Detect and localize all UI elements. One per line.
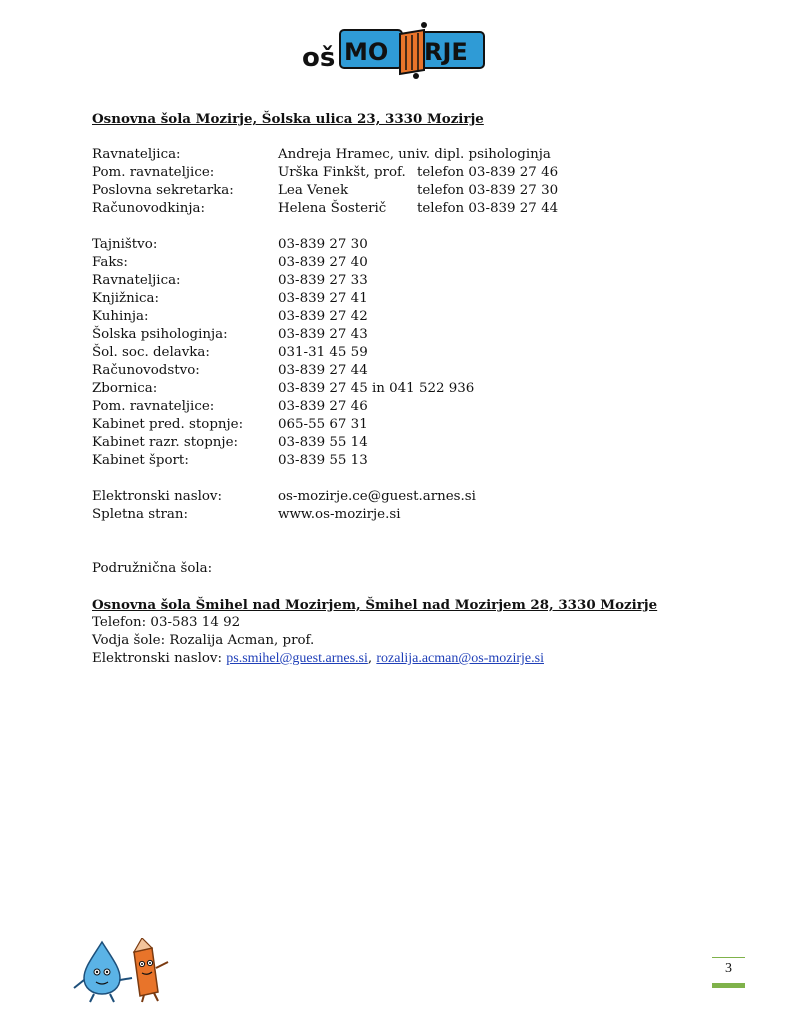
staff-list bbox=[92, 146, 732, 218]
phone-number: 03-839 27 40 bbox=[278, 255, 368, 270]
page-number-bar bbox=[712, 983, 745, 988]
phone-row bbox=[92, 308, 732, 326]
phone-row bbox=[92, 272, 732, 290]
staff-name: Helena Šosterič bbox=[278, 201, 387, 216]
phone-label: Kabinet pred. stopnje: bbox=[92, 417, 244, 432]
page-number-box bbox=[712, 957, 745, 989]
branch-leader: Vodja šole: Rozalija Acman, prof. bbox=[92, 633, 315, 648]
phone-row bbox=[92, 452, 732, 470]
phone-label: Kuhinja: bbox=[92, 309, 149, 324]
phone-label: Tajništvo: bbox=[92, 237, 158, 252]
contact-label: Elektronski naslov: bbox=[92, 489, 222, 504]
phone-row bbox=[92, 380, 732, 398]
phone-number: 03-839 27 41 bbox=[278, 291, 368, 306]
staff-label: Poslovna sekretarka: bbox=[92, 183, 234, 198]
email-separator: , bbox=[367, 651, 377, 666]
phone-number: 03-839 55 13 bbox=[278, 453, 368, 468]
phone-row bbox=[92, 326, 732, 344]
phone-label: Šol. soc. delavka: bbox=[92, 345, 210, 360]
phone-label: Faks: bbox=[92, 255, 128, 270]
phone-number: 03-839 55 14 bbox=[278, 435, 368, 450]
document-body bbox=[92, 110, 732, 668]
staff-phone: telefon 03-839 27 30 bbox=[417, 183, 559, 198]
pencil-icon bbox=[400, 22, 427, 79]
branch-phone: Telefon: 03-583 14 92 bbox=[92, 615, 241, 630]
staff-row bbox=[92, 164, 732, 182]
staff-phone: telefon 03-839 27 46 bbox=[417, 165, 559, 180]
phone-label: Računovodstvo: bbox=[92, 363, 200, 378]
phone-label: Zbornica: bbox=[92, 381, 158, 396]
branch-intro: Podružnična šola: bbox=[92, 561, 213, 576]
staff-name: Lea Venek bbox=[278, 183, 349, 198]
logo-prefix: oš bbox=[302, 43, 336, 73]
branch-heading: Osnovna šola Šmihel nad Mozirjem, Šmihel nad Mozirjem 28, 3330 Mozirje bbox=[92, 597, 658, 613]
phone-row bbox=[92, 344, 732, 362]
phone-number: 03-839 27 33 bbox=[278, 273, 368, 288]
staff-label: Ravnateljica: bbox=[92, 147, 181, 162]
phone-number: 03-839 27 30 bbox=[278, 237, 368, 252]
staff-row bbox=[92, 146, 732, 164]
email-address: os-mozirje.ce@guest.arnes.si bbox=[278, 489, 476, 504]
staff-label: Pom. ravnateljice: bbox=[92, 165, 215, 180]
phone-label: Kabinet šport: bbox=[92, 453, 189, 468]
school-heading: Osnovna šola Mozirje, Šolska ulica 23, 3330 Mozirje bbox=[92, 111, 484, 127]
branch-email-line bbox=[92, 650, 732, 668]
school-logo-graphic bbox=[300, 20, 490, 82]
phone-label: Knjižnica: bbox=[92, 291, 160, 306]
staff-label: Računovodkinja: bbox=[92, 201, 206, 216]
branch-email-link-1[interactable]: ps.smihel@guest.arnes.si bbox=[226, 651, 368, 666]
phone-row bbox=[92, 236, 732, 254]
phone-row bbox=[92, 362, 732, 380]
svg-text:RJE: RJE bbox=[424, 38, 468, 66]
school-logo bbox=[300, 20, 490, 82]
phone-row bbox=[92, 254, 732, 272]
mascot-icon bbox=[68, 938, 180, 1004]
mascot-illustration bbox=[68, 938, 180, 1004]
phone-label: Ravnateljica: bbox=[92, 273, 181, 288]
contact-row bbox=[92, 488, 732, 506]
page-number-rule bbox=[712, 957, 745, 958]
contact-label: Spletna stran: bbox=[92, 507, 188, 522]
svg-text:MO: MO bbox=[344, 38, 389, 66]
phone-row bbox=[92, 416, 732, 434]
staff-row bbox=[92, 200, 732, 218]
phone-number: 065-55 67 31 bbox=[278, 417, 368, 432]
branch-email-label: Elektronski naslov: bbox=[92, 651, 227, 666]
page-number: 3 bbox=[725, 961, 732, 976]
staff-phone: telefon 03-839 27 44 bbox=[417, 201, 559, 216]
phone-list bbox=[92, 236, 732, 470]
staff-name: Andreja Hramec, univ. dipl. psihologinja bbox=[278, 147, 551, 162]
phone-label: Kabinet razr. stopnje: bbox=[92, 435, 239, 450]
contact-row bbox=[92, 506, 732, 524]
phone-number: 03-839 27 46 bbox=[278, 399, 368, 414]
phone-row bbox=[92, 434, 732, 452]
contact-list bbox=[92, 488, 732, 524]
phone-number: 03-839 27 44 bbox=[278, 363, 368, 378]
website-address: www.os-mozirje.si bbox=[278, 507, 401, 522]
phone-number: 031-31 45 59 bbox=[278, 345, 368, 360]
branch-email-link-2[interactable]: rozalija.acman@os-mozirje.si bbox=[376, 651, 544, 666]
staff-row bbox=[92, 182, 732, 200]
phone-label: Šolska psihologinja: bbox=[92, 327, 228, 342]
phone-number: 03-839 27 43 bbox=[278, 327, 368, 342]
phone-number: 03-839 27 45 in 041 522 936 bbox=[278, 381, 475, 396]
phone-row bbox=[92, 398, 732, 416]
phone-label: Pom. ravnateljice: bbox=[92, 399, 215, 414]
staff-name: Urška Finkšt, prof. bbox=[278, 165, 406, 180]
phone-row bbox=[92, 290, 732, 308]
phone-number: 03-839 27 42 bbox=[278, 309, 368, 324]
